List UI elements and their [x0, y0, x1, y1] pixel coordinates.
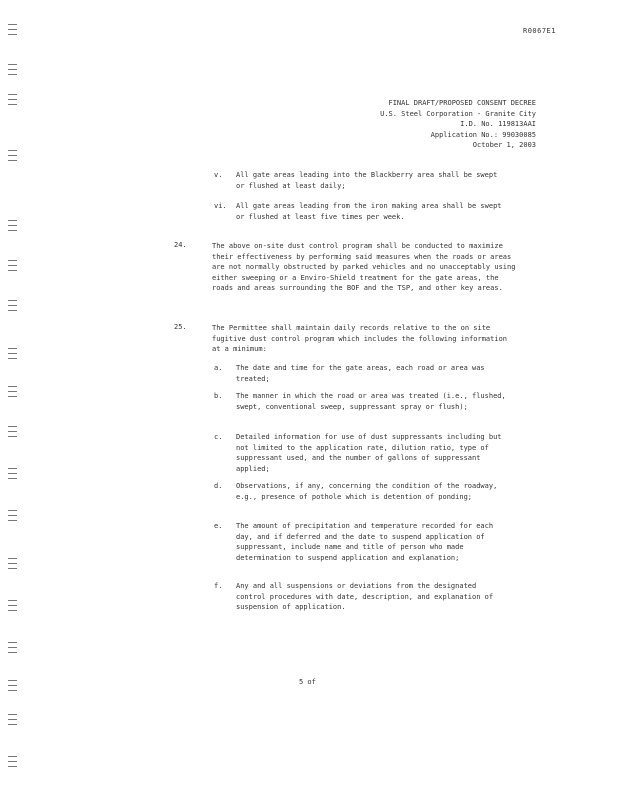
- paragraph-number: 24.: [174, 241, 187, 249]
- binding-mark: [8, 258, 20, 272]
- header-title: FINAL DRAFT/PROPOSED CONSENT DECREE: [388, 99, 536, 107]
- binding-mark: [8, 640, 20, 654]
- list-item-label: e.: [214, 522, 223, 530]
- list-item: [214, 432, 506, 474]
- list-item-label: c.: [214, 433, 223, 441]
- list-item-text: All gate areas leading into the Blackberry area shall be swept or flushed at least daily;: [236, 171, 498, 190]
- list-item-text: All gate areas leading from the iron making area shall be swept or flushed at least five times per week.: [236, 202, 502, 221]
- list-item-label: b.: [214, 392, 223, 400]
- binding-mark: [8, 346, 20, 360]
- list-item-text: Any and all suspensions or deviations from the designated control procedures with date, description, and explanation of suspension of application.: [236, 582, 494, 611]
- list-item: [214, 363, 506, 384]
- list-item: [214, 581, 506, 613]
- list-item: [214, 481, 506, 502]
- binding-mark: [8, 384, 20, 398]
- binding-mark: [8, 508, 20, 522]
- binding-mark: [8, 424, 20, 438]
- binding-mark: [8, 298, 20, 312]
- list-item-label: a.: [214, 364, 223, 372]
- binding-mark: [8, 678, 20, 692]
- list-item: [214, 521, 506, 563]
- list-item-label: f.: [214, 582, 223, 590]
- binding-mark: [8, 148, 20, 162]
- binding-mark: [8, 22, 20, 36]
- list-item-text: Observations, if any, concerning the condition of the roadway, e.g., presence of pothole which is detention of ponding;: [236, 482, 498, 501]
- document-id: R0067E1: [522, 27, 556, 35]
- list-item: [214, 391, 506, 412]
- header-company: U.S. Steel Corporation - Granite City: [380, 109, 536, 118]
- paragraph-number: 25.: [174, 323, 187, 331]
- header-id-number: I.D. No. 119813AAI: [460, 120, 536, 128]
- binding-mark: [8, 466, 20, 480]
- binding-mark: [8, 598, 20, 612]
- binding-mark: [8, 62, 20, 76]
- list-item: [214, 170, 506, 191]
- header-application-number: Application No.: 99030085: [430, 130, 536, 139]
- list-item-text: Detailed information for use of dust suppressants including but not limited to the application rate, dilution ratio, type of suppressant used, and the number of gallons of suppressant applied;: [236, 433, 502, 473]
- list-item: [214, 201, 506, 222]
- list-item-label: vi.: [214, 202, 227, 210]
- binding-mark: [8, 712, 20, 726]
- page-number: 5 of: [299, 678, 316, 686]
- header-date: October 1, 2003: [472, 141, 536, 149]
- list-item-label: v.: [214, 171, 223, 179]
- document-header: [336, 98, 536, 151]
- list-item-text: The amount of precipitation and temperature recorded for each day, and if deferred and the date to suspend application of suppressant, include name and title of person who made determination to suspend application and explanation;: [236, 522, 494, 562]
- list-item-text: The manner in which the road or area was treated (i.e., flushed, swept, conventional sweep, suppressant spray or flush);: [236, 392, 506, 411]
- binding-mark: [8, 92, 20, 106]
- binding-mark: [8, 754, 20, 768]
- binding-mark: [8, 556, 20, 570]
- list-item-label: d.: [214, 482, 223, 490]
- paragraph-text: The above on-site dust control program shall be conducted to maximize their effectiveness by performing said measures when the roads or areas are not normally obstructed by parked vehicles and no unacceptably using either sweeping or a Enviro-Shield treatment for the gate areas, the roads and areas surrounding the BOF and the TSP, and other key areas.: [212, 242, 516, 292]
- binding-mark: [8, 218, 20, 232]
- paragraph-text: The Permittee shall maintain daily records relative to the on site fugitive dust control program which includes the following information at a minimum:: [212, 324, 508, 353]
- list-item-text: The date and time for the gate areas, each road or area was treated;: [236, 364, 485, 383]
